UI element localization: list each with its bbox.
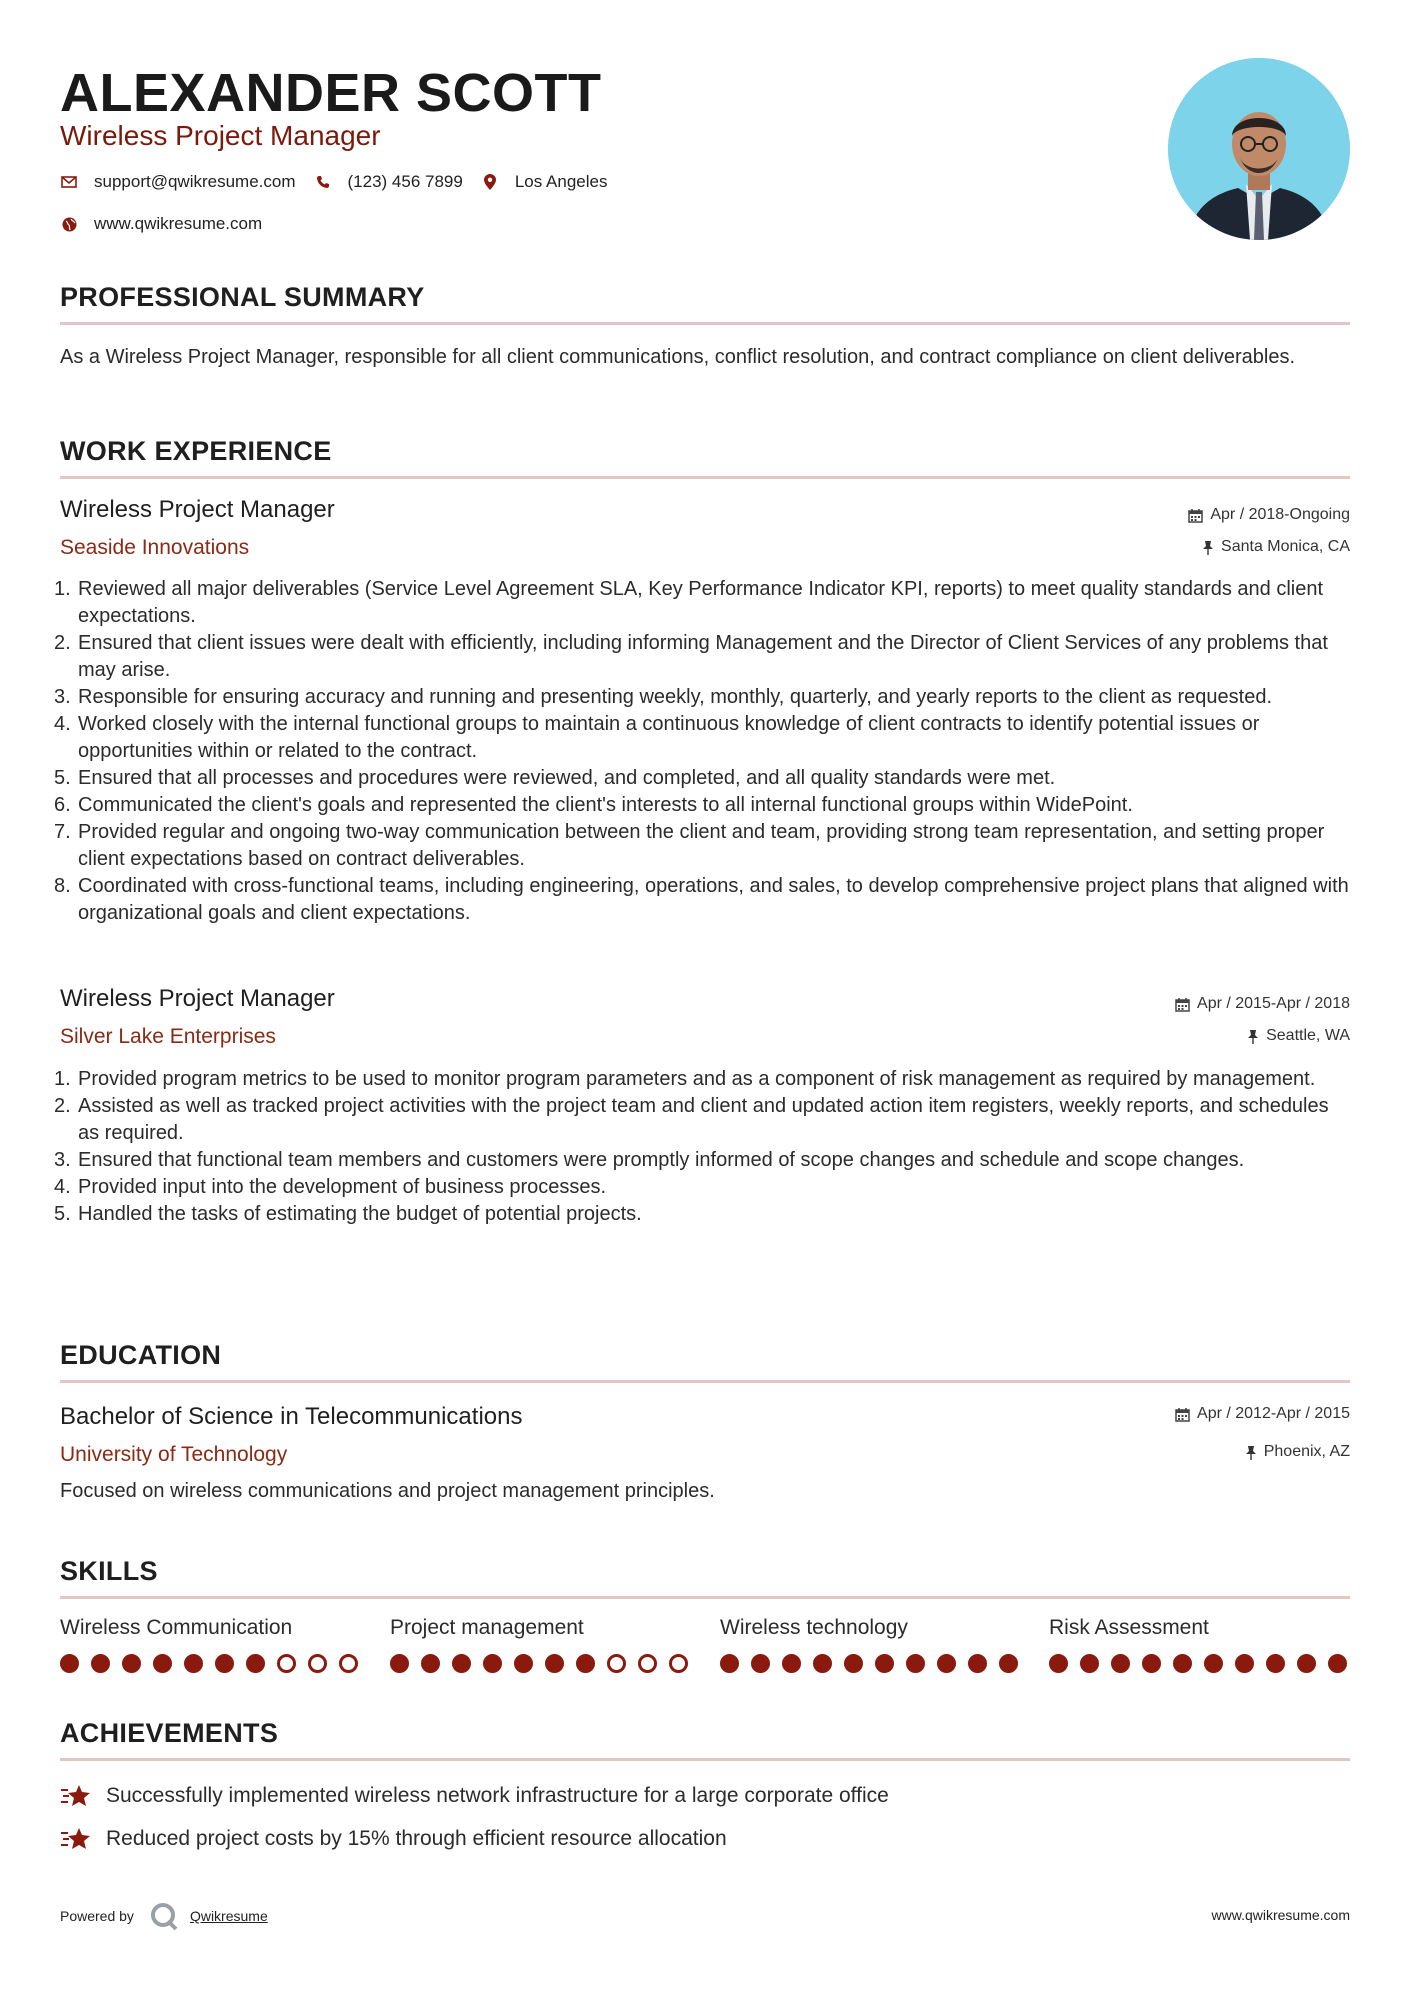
achievement-item: Successfully implemented wireless network infrastructure for a large corporate office [60, 1782, 889, 1810]
list-item: Provided regular and ongoing two-way communication between the client and team, providing strong team representation, and setting proper client expectations based on contract deliverables. [78, 821, 1325, 870]
phone-number[interactable]: (123) 456 7899 [347, 172, 463, 191]
rating-dot-filled [1049, 1654, 1068, 1673]
phone-icon [314, 173, 332, 191]
globe-icon [60, 215, 78, 233]
rating-dot-empty [277, 1654, 296, 1673]
summary-text: As a Wireless Project Manager, responsible for all client communications, conflict resolution, and contract compliance on client deliverables. [60, 346, 1296, 368]
education-location: Phoenix, AZ [1245, 1443, 1350, 1461]
pushpin-icon [1245, 1445, 1257, 1460]
rating-dot-filled [875, 1654, 894, 1673]
rating-dot-filled [1111, 1654, 1130, 1673]
skill-name: Risk Assessment [1049, 1616, 1209, 1639]
rating-dot-empty [339, 1654, 358, 1673]
skill-rating [60, 1654, 360, 1673]
envelope-icon [60, 173, 78, 191]
section-divider [60, 1380, 1350, 1383]
list-item: Provided program metrics to be used to monitor program parameters and as a component of risk management as required by management. [78, 1068, 1316, 1090]
list-item: Coordinated with cross-functional teams, including engineering, operations, and sales, to develop comprehensive project plans that aligned with organizational goals and client expectations. [78, 875, 1349, 924]
skill-rating [390, 1654, 690, 1673]
pushpin-icon [1247, 1029, 1259, 1044]
skill-name: Project management [390, 1616, 584, 1639]
rating-dot-filled [514, 1654, 533, 1673]
job-dates: Apr / 2018-Ongoing [1188, 506, 1350, 524]
skill-item [1049, 1616, 1349, 1673]
skill-rating [1049, 1654, 1349, 1673]
rating-dot-filled [576, 1654, 595, 1673]
education-description: Focused on wireless communications and project management principles. [60, 1480, 715, 1502]
education-dates: Apr / 2012-Apr / 2015 [1175, 1405, 1350, 1423]
footer-powered-by: Powered by Qwikresume [60, 1900, 268, 1932]
rating-dot-filled [1297, 1654, 1316, 1673]
skill-item [390, 1616, 690, 1673]
calendar-icon [1175, 1407, 1190, 1422]
rating-dot-filled [1266, 1654, 1285, 1673]
rating-dot-filled [1328, 1654, 1347, 1673]
rating-dot-filled [968, 1654, 987, 1673]
calendar-icon [1175, 997, 1190, 1012]
company-name: Seaside Innovations [60, 536, 250, 559]
rating-dot-filled [60, 1654, 79, 1673]
rating-dot-filled [782, 1654, 801, 1673]
map-pin-icon [481, 173, 499, 191]
resume-page [60, 0, 1350, 1990]
rating-dot-filled [751, 1654, 770, 1673]
section-divider [60, 476, 1350, 479]
pushpin-icon [1202, 540, 1214, 555]
rating-dot-empty [669, 1654, 688, 1673]
rating-dot-filled [483, 1654, 502, 1673]
star-award-icon [60, 1825, 92, 1853]
achievement-item: Reduced project costs by 15% through efficient resource allocation [60, 1825, 727, 1853]
rating-dot-filled [1080, 1654, 1099, 1673]
footer-website[interactable]: www.qwikresume.com [1211, 1907, 1350, 1923]
skill-name: Wireless Communication [60, 1616, 293, 1639]
rating-dot-filled [421, 1654, 440, 1673]
contact-row-secondary [60, 214, 280, 234]
skill-item [720, 1616, 1020, 1673]
skill-item [60, 1616, 360, 1673]
rating-dot-filled [91, 1654, 110, 1673]
location-text: Los Angeles [514, 172, 608, 191]
candidate-role: Wireless Project Manager [60, 120, 381, 151]
school-name: University of Technology [60, 1443, 288, 1466]
rating-dot-filled [844, 1654, 863, 1673]
rating-dot-filled [720, 1654, 739, 1673]
rating-dot-filled [545, 1654, 564, 1673]
job-responsibilities [60, 1066, 1350, 1228]
candidate-name: ALEXANDER SCOTT [60, 63, 602, 123]
rating-dot-empty [308, 1654, 327, 1673]
star-award-icon [60, 1782, 92, 1810]
job-responsibilities [60, 576, 1350, 927]
rating-dot-filled [153, 1654, 172, 1673]
rating-dot-filled [390, 1654, 409, 1673]
list-item: Reviewed all major deliverables (Service Level Agreement SLA, Key Performance Indicator KPI, reports) to meet quality standards and client expectations. [78, 578, 1324, 627]
rating-dot-filled [906, 1654, 925, 1673]
summary-heading: PROFESSIONAL SUMMARY [60, 282, 425, 312]
list-item: Ensured that client issues were dealt with efficiently, including informing Management and the Director of Client Services of any problems that may arise. [78, 632, 1328, 681]
rating-dot-filled [215, 1654, 234, 1673]
skill-name: Wireless technology [720, 1616, 908, 1639]
list-item: Communicated the client's goals and represented the client's interests to all internal functional groups within WidePoint. [78, 794, 1133, 816]
qwikresume-logo-icon [148, 1900, 180, 1932]
section-divider [60, 1596, 1350, 1599]
skills-heading: SKILLS [60, 1556, 158, 1586]
rating-dot-filled [1142, 1654, 1161, 1673]
rating-dot-filled [937, 1654, 956, 1673]
rating-dot-filled [122, 1654, 141, 1673]
profile-photo [1168, 58, 1350, 240]
achievements-heading: ACHIEVEMENTS [60, 1718, 279, 1748]
rating-dot-empty [638, 1654, 657, 1673]
section-divider [60, 1758, 1350, 1761]
calendar-icon [1188, 508, 1203, 523]
rating-dot-filled [246, 1654, 265, 1673]
brand-link[interactable]: Qwikresume [189, 1908, 268, 1924]
rating-dot-filled [1173, 1654, 1192, 1673]
rating-dot-filled [1204, 1654, 1223, 1673]
job-title: Wireless Project Manager [60, 496, 335, 523]
job-location: Seattle, WA [1247, 1027, 1350, 1045]
experience-heading: WORK EXPERIENCE [60, 436, 332, 466]
rating-dot-filled [452, 1654, 471, 1673]
section-divider [60, 322, 1350, 325]
degree-title: Bachelor of Science in Telecommunications [60, 1403, 523, 1430]
skill-rating [720, 1654, 1020, 1673]
job-dates: Apr / 2015-Apr / 2018 [1175, 995, 1350, 1013]
company-name: Silver Lake Enterprises [60, 1025, 276, 1048]
rating-dot-filled [999, 1654, 1018, 1673]
list-item: Ensured that functional team members and customers were promptly informed of scope changes and schedule and scope changes. [78, 1149, 1245, 1171]
contact-row-primary [60, 172, 625, 192]
website-link[interactable]: www.qwikresume.com [94, 214, 263, 233]
job-location: Santa Monica, CA [1202, 538, 1350, 556]
list-item: Responsible for ensuring accuracy and running and presenting weekly, monthly, quarterly, and yearly reports to the client as requested. [78, 686, 1272, 708]
list-item: Handled the tasks of estimating the budget of potential projects. [78, 1203, 642, 1225]
education-heading: EDUCATION [60, 1340, 222, 1370]
list-item: Provided input into the development of business processes. [78, 1176, 607, 1198]
email-link[interactable]: support@qwikresume.com [94, 172, 296, 191]
job-title: Wireless Project Manager [60, 985, 335, 1012]
list-item: Ensured that all processes and procedures were reviewed, and completed, and all quality standards were met. [78, 767, 1056, 789]
list-item: Worked closely with the internal functional groups to maintain a continuous knowledge of client contracts to identify potential issues or opportunities within or related to the contract. [78, 713, 1260, 762]
rating-dot-filled [1235, 1654, 1254, 1673]
rating-dot-empty [607, 1654, 626, 1673]
list-item: Assisted as well as tracked project activities with the project team and client and updated action item registers, weekly reports, and schedules as required. [78, 1095, 1329, 1144]
rating-dot-filled [184, 1654, 203, 1673]
rating-dot-filled [813, 1654, 832, 1673]
